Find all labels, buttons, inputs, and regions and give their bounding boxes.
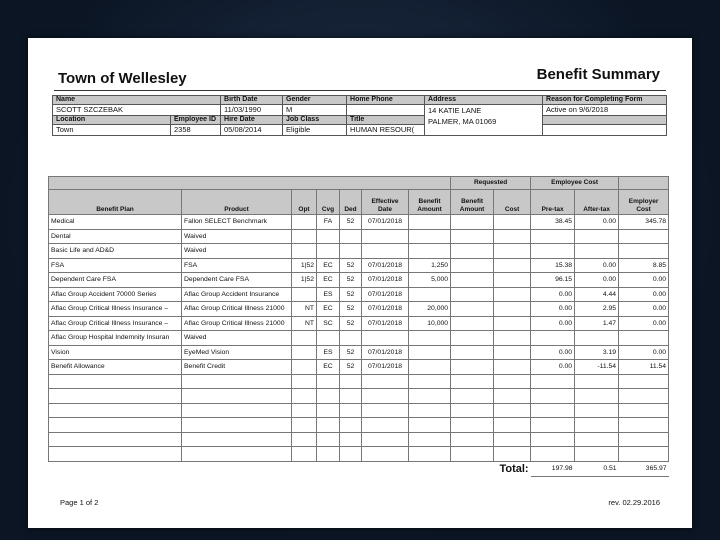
address-line-2: PALMER, MA 01069 xyxy=(428,117,497,126)
empty-cell xyxy=(451,389,494,404)
empty-cell xyxy=(340,374,362,389)
info-label: Employee ID xyxy=(171,116,221,125)
empty-cell xyxy=(362,374,409,389)
benefit-cell: ES xyxy=(317,345,340,360)
benefit-cell xyxy=(317,244,340,259)
group-header-blank xyxy=(619,177,669,190)
column-header: Employer Cost xyxy=(619,190,669,215)
benefit-cell: 0.00 xyxy=(531,287,575,302)
benefit-cell xyxy=(451,287,494,302)
hire-date: 05/08/2014 xyxy=(221,125,283,136)
benefit-cell xyxy=(494,302,531,317)
benefit-cell: Basic Life and AD&D xyxy=(49,244,182,259)
empty-cell xyxy=(317,374,340,389)
benefit-cell: NT xyxy=(292,302,317,317)
column-header: Opt xyxy=(292,190,317,215)
benefit-cell: 07/01/2018 xyxy=(362,302,409,317)
empty-cell xyxy=(362,403,409,418)
empty-cell xyxy=(451,432,494,447)
benefit-cell: 0.00 xyxy=(575,215,619,230)
benefit-cell xyxy=(292,287,317,302)
column-header: Ded xyxy=(340,190,362,215)
benefit-cell: 0.00 xyxy=(619,287,669,302)
benefit-cell: 2.95 xyxy=(575,302,619,317)
total-employer: 365.97 xyxy=(619,461,669,476)
benefit-cell xyxy=(531,244,575,259)
benefit-cell: Aflac Group Critical Illness Insurance – xyxy=(49,316,182,331)
empty-cell xyxy=(531,389,575,404)
empty-row xyxy=(49,432,669,447)
benefit-cell: 52 xyxy=(340,273,362,288)
benefit-cell: Dependent Care FSA xyxy=(182,273,292,288)
address xyxy=(425,105,543,136)
empty-cell xyxy=(494,447,531,462)
totals-row xyxy=(49,461,669,476)
header-rule xyxy=(54,90,666,91)
benefit-cell xyxy=(409,229,451,244)
benefit-row xyxy=(49,302,669,317)
empty-cell xyxy=(182,432,292,447)
benefit-cell: 07/01/2018 xyxy=(362,345,409,360)
benefit-cell xyxy=(531,229,575,244)
column-header: Benefit Amount xyxy=(409,190,451,215)
benefit-cell xyxy=(362,229,409,244)
benefit-cell: 07/01/2018 xyxy=(362,258,409,273)
empty-cell xyxy=(182,389,292,404)
benefit-cell xyxy=(494,258,531,273)
column-header: Benefit Amount xyxy=(451,190,494,215)
empty-cell xyxy=(494,374,531,389)
benefit-cell: 0.00 xyxy=(575,273,619,288)
benefit-cell: 11.54 xyxy=(619,360,669,375)
empty-cell xyxy=(317,403,340,418)
empty-cell xyxy=(619,447,669,462)
benefit-cell: 3.19 xyxy=(575,345,619,360)
empty-cell xyxy=(575,374,619,389)
empty-cell xyxy=(409,374,451,389)
benefit-cell xyxy=(494,360,531,375)
benefit-cell: 5,000 xyxy=(409,273,451,288)
benefit-cell xyxy=(531,331,575,346)
benefits-table xyxy=(48,176,669,477)
column-header: Product xyxy=(182,190,292,215)
benefit-row xyxy=(49,360,669,375)
benefit-cell: Benefit Allowance xyxy=(49,360,182,375)
benefit-cell: 07/01/2018 xyxy=(362,316,409,331)
benefit-cell: Medical xyxy=(49,215,182,230)
empty-row xyxy=(49,374,669,389)
home-phone xyxy=(347,105,425,116)
info-label: Home Phone xyxy=(347,96,425,105)
empty-cell xyxy=(619,418,669,433)
revision-date: rev. 02.29.2016 xyxy=(608,498,660,507)
empty-cell xyxy=(292,374,317,389)
empty-cell xyxy=(409,418,451,433)
empty-cell xyxy=(317,432,340,447)
benefit-cell: 0.00 xyxy=(619,273,669,288)
benefit-cell xyxy=(494,215,531,230)
benefit-cell xyxy=(619,229,669,244)
benefit-row xyxy=(49,244,669,259)
empty-cell xyxy=(49,374,182,389)
employee-name: SCOTT SZCZEBAK xyxy=(53,105,221,116)
benefit-cell: Aflac Group Critical Illness Insurance – xyxy=(49,302,182,317)
empty-cell xyxy=(531,432,575,447)
benefit-cell: Benefit Credit xyxy=(182,360,292,375)
empty-cell xyxy=(49,447,182,462)
info-label: Reason for Completing Form xyxy=(543,96,667,105)
location: Town xyxy=(53,125,171,136)
benefit-cell: 0.00 xyxy=(575,258,619,273)
empty-cell xyxy=(340,389,362,404)
benefit-cell: Vision xyxy=(49,345,182,360)
benefit-row xyxy=(49,273,669,288)
benefit-row xyxy=(49,287,669,302)
benefit-cell xyxy=(292,360,317,375)
benefit-cell xyxy=(619,331,669,346)
benefit-cell xyxy=(575,244,619,259)
benefit-cell xyxy=(494,273,531,288)
empty-cell xyxy=(362,418,409,433)
benefit-row xyxy=(49,229,669,244)
benefit-cell: 20,000 xyxy=(409,302,451,317)
benefit-cell xyxy=(340,244,362,259)
benefit-cell: FSA xyxy=(49,258,182,273)
benefit-cell: 4.44 xyxy=(575,287,619,302)
column-header: Pre-tax xyxy=(531,190,575,215)
info-header-row-1 xyxy=(53,96,667,105)
benefit-cell: 52 xyxy=(340,302,362,317)
info-label: Address xyxy=(425,96,543,105)
empty-cell xyxy=(575,432,619,447)
empty-cell xyxy=(362,432,409,447)
benefit-cell: 0.00 xyxy=(531,360,575,375)
info-label: Birth Date xyxy=(221,96,283,105)
benefit-cell: ES xyxy=(317,287,340,302)
empty-cell xyxy=(451,374,494,389)
column-header: Cvg xyxy=(317,190,340,215)
benefit-cell: 52 xyxy=(340,258,362,273)
empty-cell xyxy=(340,418,362,433)
benefit-cell: Aflac Group Accident Insurance xyxy=(182,287,292,302)
empty-cell xyxy=(531,447,575,462)
benefit-cell xyxy=(409,287,451,302)
empty-cell xyxy=(619,374,669,389)
benefit-cell xyxy=(409,360,451,375)
benefit-cell: FSA xyxy=(182,258,292,273)
benefit-cell xyxy=(292,345,317,360)
benefit-cell: 345.78 xyxy=(619,215,669,230)
empty-cell xyxy=(409,447,451,462)
empty-cell xyxy=(49,403,182,418)
empty-cell xyxy=(49,432,182,447)
benefit-cell xyxy=(362,244,409,259)
info-blank xyxy=(543,116,667,125)
totals-blank xyxy=(49,461,494,476)
org-name: Town of Wellesley xyxy=(58,70,187,87)
benefit-row xyxy=(49,345,669,360)
empty-cell xyxy=(409,432,451,447)
benefit-cell: Waived xyxy=(182,331,292,346)
benefit-cell xyxy=(451,258,494,273)
benefit-cell: 10,000 xyxy=(409,316,451,331)
benefit-cell: 0.00 xyxy=(619,302,669,317)
empty-cell xyxy=(575,389,619,404)
empty-cell xyxy=(49,418,182,433)
benefit-cell: 1|52 xyxy=(292,273,317,288)
benefit-cell xyxy=(451,345,494,360)
benefit-cell xyxy=(362,331,409,346)
benefit-cell xyxy=(494,345,531,360)
benefit-cell: 15.38 xyxy=(531,258,575,273)
benefit-cell: Aflac Group Critical Illness 21000 xyxy=(182,316,292,331)
info-label: Location xyxy=(53,116,171,125)
benefit-cell: 07/01/2018 xyxy=(362,360,409,375)
empty-cell xyxy=(531,418,575,433)
benefit-cell: EyeMed Vision xyxy=(182,345,292,360)
gender: M xyxy=(283,105,347,116)
empty-cell xyxy=(619,389,669,404)
empty-cell xyxy=(494,432,531,447)
benefit-cell xyxy=(575,331,619,346)
benefits-group-header-row xyxy=(49,177,669,190)
benefit-cell: 38.45 xyxy=(531,215,575,230)
benefit-cell xyxy=(317,229,340,244)
benefit-cell: 1.47 xyxy=(575,316,619,331)
benefit-cell xyxy=(292,215,317,230)
benefit-cell: Dependent Care FSA xyxy=(49,273,182,288)
empty-row xyxy=(49,447,669,462)
benefit-cell: EC xyxy=(317,273,340,288)
empty-cell xyxy=(575,403,619,418)
empty-cell xyxy=(575,418,619,433)
group-header-employee-cost: Employee Cost xyxy=(531,177,619,190)
benefit-cell xyxy=(340,331,362,346)
empty-row xyxy=(49,418,669,433)
benefit-cell: 52 xyxy=(340,345,362,360)
benefit-cell xyxy=(494,316,531,331)
total-pretax: 197.98 xyxy=(531,461,575,476)
benefit-cell: Waived xyxy=(182,244,292,259)
empty-cell xyxy=(182,447,292,462)
empty-cell xyxy=(292,389,317,404)
benefit-cell xyxy=(292,331,317,346)
empty-cell xyxy=(317,418,340,433)
empty-cell xyxy=(451,447,494,462)
total-aftertax: 0.51 xyxy=(575,461,619,476)
column-header: Cost xyxy=(494,190,531,215)
info-label: Job Class xyxy=(283,116,347,125)
benefit-cell: 1|52 xyxy=(292,258,317,273)
benefit-cell: 52 xyxy=(340,360,362,375)
empty-cell xyxy=(409,389,451,404)
empty-row xyxy=(49,389,669,404)
benefit-cell xyxy=(317,331,340,346)
empty-cell xyxy=(409,403,451,418)
benefit-cell: Waived xyxy=(182,229,292,244)
info-label: Gender xyxy=(283,96,347,105)
benefit-cell xyxy=(494,287,531,302)
benefit-cell xyxy=(494,229,531,244)
empty-cell xyxy=(494,389,531,404)
empty-cell xyxy=(49,389,182,404)
group-header-blank xyxy=(49,177,451,190)
empty-cell xyxy=(494,418,531,433)
benefit-row xyxy=(49,215,669,230)
benefit-cell xyxy=(619,244,669,259)
employee-id: 2358 xyxy=(171,125,221,136)
info-label: Hire Date xyxy=(221,116,283,125)
benefit-cell: 8.85 xyxy=(619,258,669,273)
benefit-row xyxy=(49,258,669,273)
benefit-cell xyxy=(409,215,451,230)
empty-cell xyxy=(531,374,575,389)
benefit-cell xyxy=(409,331,451,346)
benefit-cell: EC xyxy=(317,302,340,317)
benefit-cell: 52 xyxy=(340,215,362,230)
empty-cell xyxy=(182,403,292,418)
empty-row xyxy=(49,403,669,418)
benefit-cell xyxy=(340,229,362,244)
empty-cell xyxy=(451,403,494,418)
empty-cell xyxy=(292,418,317,433)
empty-cell xyxy=(619,432,669,447)
empty-cell xyxy=(182,418,292,433)
benefit-cell xyxy=(451,302,494,317)
benefit-cell xyxy=(292,229,317,244)
empty-cell xyxy=(362,447,409,462)
benefit-cell: 07/01/2018 xyxy=(362,273,409,288)
empty-cell xyxy=(494,403,531,418)
doc-title: Benefit Summary xyxy=(536,66,660,83)
empty-cell xyxy=(531,403,575,418)
page-number: Page 1 of 2 xyxy=(60,498,99,507)
benefit-cell xyxy=(409,244,451,259)
benefit-cell: 0.00 xyxy=(531,316,575,331)
empty-cell xyxy=(317,389,340,404)
benefit-cell: Dental xyxy=(49,229,182,244)
benefit-cell xyxy=(451,244,494,259)
column-header: Effective Date xyxy=(362,190,409,215)
empty-cell xyxy=(340,403,362,418)
benefit-cell: 07/01/2018 xyxy=(362,287,409,302)
benefit-cell xyxy=(451,331,494,346)
benefit-cell: Aflac Group Critical Illness 21000 xyxy=(182,302,292,317)
empty-cell xyxy=(292,447,317,462)
reason: Active on 9/6/2018 xyxy=(543,105,667,116)
benefit-cell: 07/01/2018 xyxy=(362,215,409,230)
birth-date: 11/03/1990 xyxy=(221,105,283,116)
empty-cell xyxy=(182,374,292,389)
column-header: After-tax xyxy=(575,190,619,215)
info-label: Name xyxy=(53,96,221,105)
benefit-cell xyxy=(409,345,451,360)
job-class: Eligible xyxy=(283,125,347,136)
empty-cell xyxy=(619,403,669,418)
benefit-cell: EC xyxy=(317,258,340,273)
benefits-column-header-row xyxy=(49,190,669,215)
column-header: Benefit Plan xyxy=(49,190,182,215)
benefit-cell xyxy=(451,229,494,244)
benefit-cell: 0.00 xyxy=(619,345,669,360)
benefit-cell: 0.00 xyxy=(531,302,575,317)
benefit-cell: 1,250 xyxy=(409,258,451,273)
benefit-cell xyxy=(451,360,494,375)
empty-cell xyxy=(575,447,619,462)
benefit-summary-page xyxy=(28,38,692,528)
benefit-cell: -11.54 xyxy=(575,360,619,375)
benefit-cell: SC xyxy=(317,316,340,331)
empty-cell xyxy=(292,432,317,447)
benefit-cell: EC xyxy=(317,360,340,375)
group-header-requested: Requested xyxy=(451,177,531,190)
benefit-cell xyxy=(494,331,531,346)
employee-info-table xyxy=(52,95,667,136)
info-label: Title xyxy=(347,116,425,125)
benefit-cell: NT xyxy=(292,316,317,331)
benefit-cell xyxy=(575,229,619,244)
info-value-row-2 xyxy=(53,125,667,136)
info-header-row-2 xyxy=(53,116,667,125)
benefit-cell xyxy=(292,244,317,259)
info-value-row-1 xyxy=(53,105,667,116)
benefit-cell: Aflac Group Hospital Indemnity Insuran xyxy=(49,331,182,346)
benefit-cell: 0.00 xyxy=(619,316,669,331)
job-title: HUMAN RESOUR( xyxy=(347,125,425,136)
total-label: Total: xyxy=(499,462,529,475)
empty-cell xyxy=(292,403,317,418)
benefit-cell: 96.15 xyxy=(531,273,575,288)
benefit-cell xyxy=(451,273,494,288)
benefit-row xyxy=(49,331,669,346)
empty-cell xyxy=(317,447,340,462)
benefit-cell xyxy=(451,316,494,331)
benefit-cell: 52 xyxy=(340,287,362,302)
empty-cell xyxy=(340,447,362,462)
benefit-cell: Aflac Group Accident 70000 Series xyxy=(49,287,182,302)
benefit-cell xyxy=(494,244,531,259)
empty-cell xyxy=(362,389,409,404)
empty-cell xyxy=(340,432,362,447)
benefit-cell: 52 xyxy=(340,316,362,331)
benefit-cell: Fallon SELECT Benchmark xyxy=(182,215,292,230)
address-line-1: 14 KATIE LANE xyxy=(428,106,482,115)
benefit-cell: FA xyxy=(317,215,340,230)
empty-cell xyxy=(451,418,494,433)
info-blank xyxy=(543,125,667,136)
benefit-row xyxy=(49,316,669,331)
benefit-cell xyxy=(451,215,494,230)
benefit-cell: 0.00 xyxy=(531,345,575,360)
